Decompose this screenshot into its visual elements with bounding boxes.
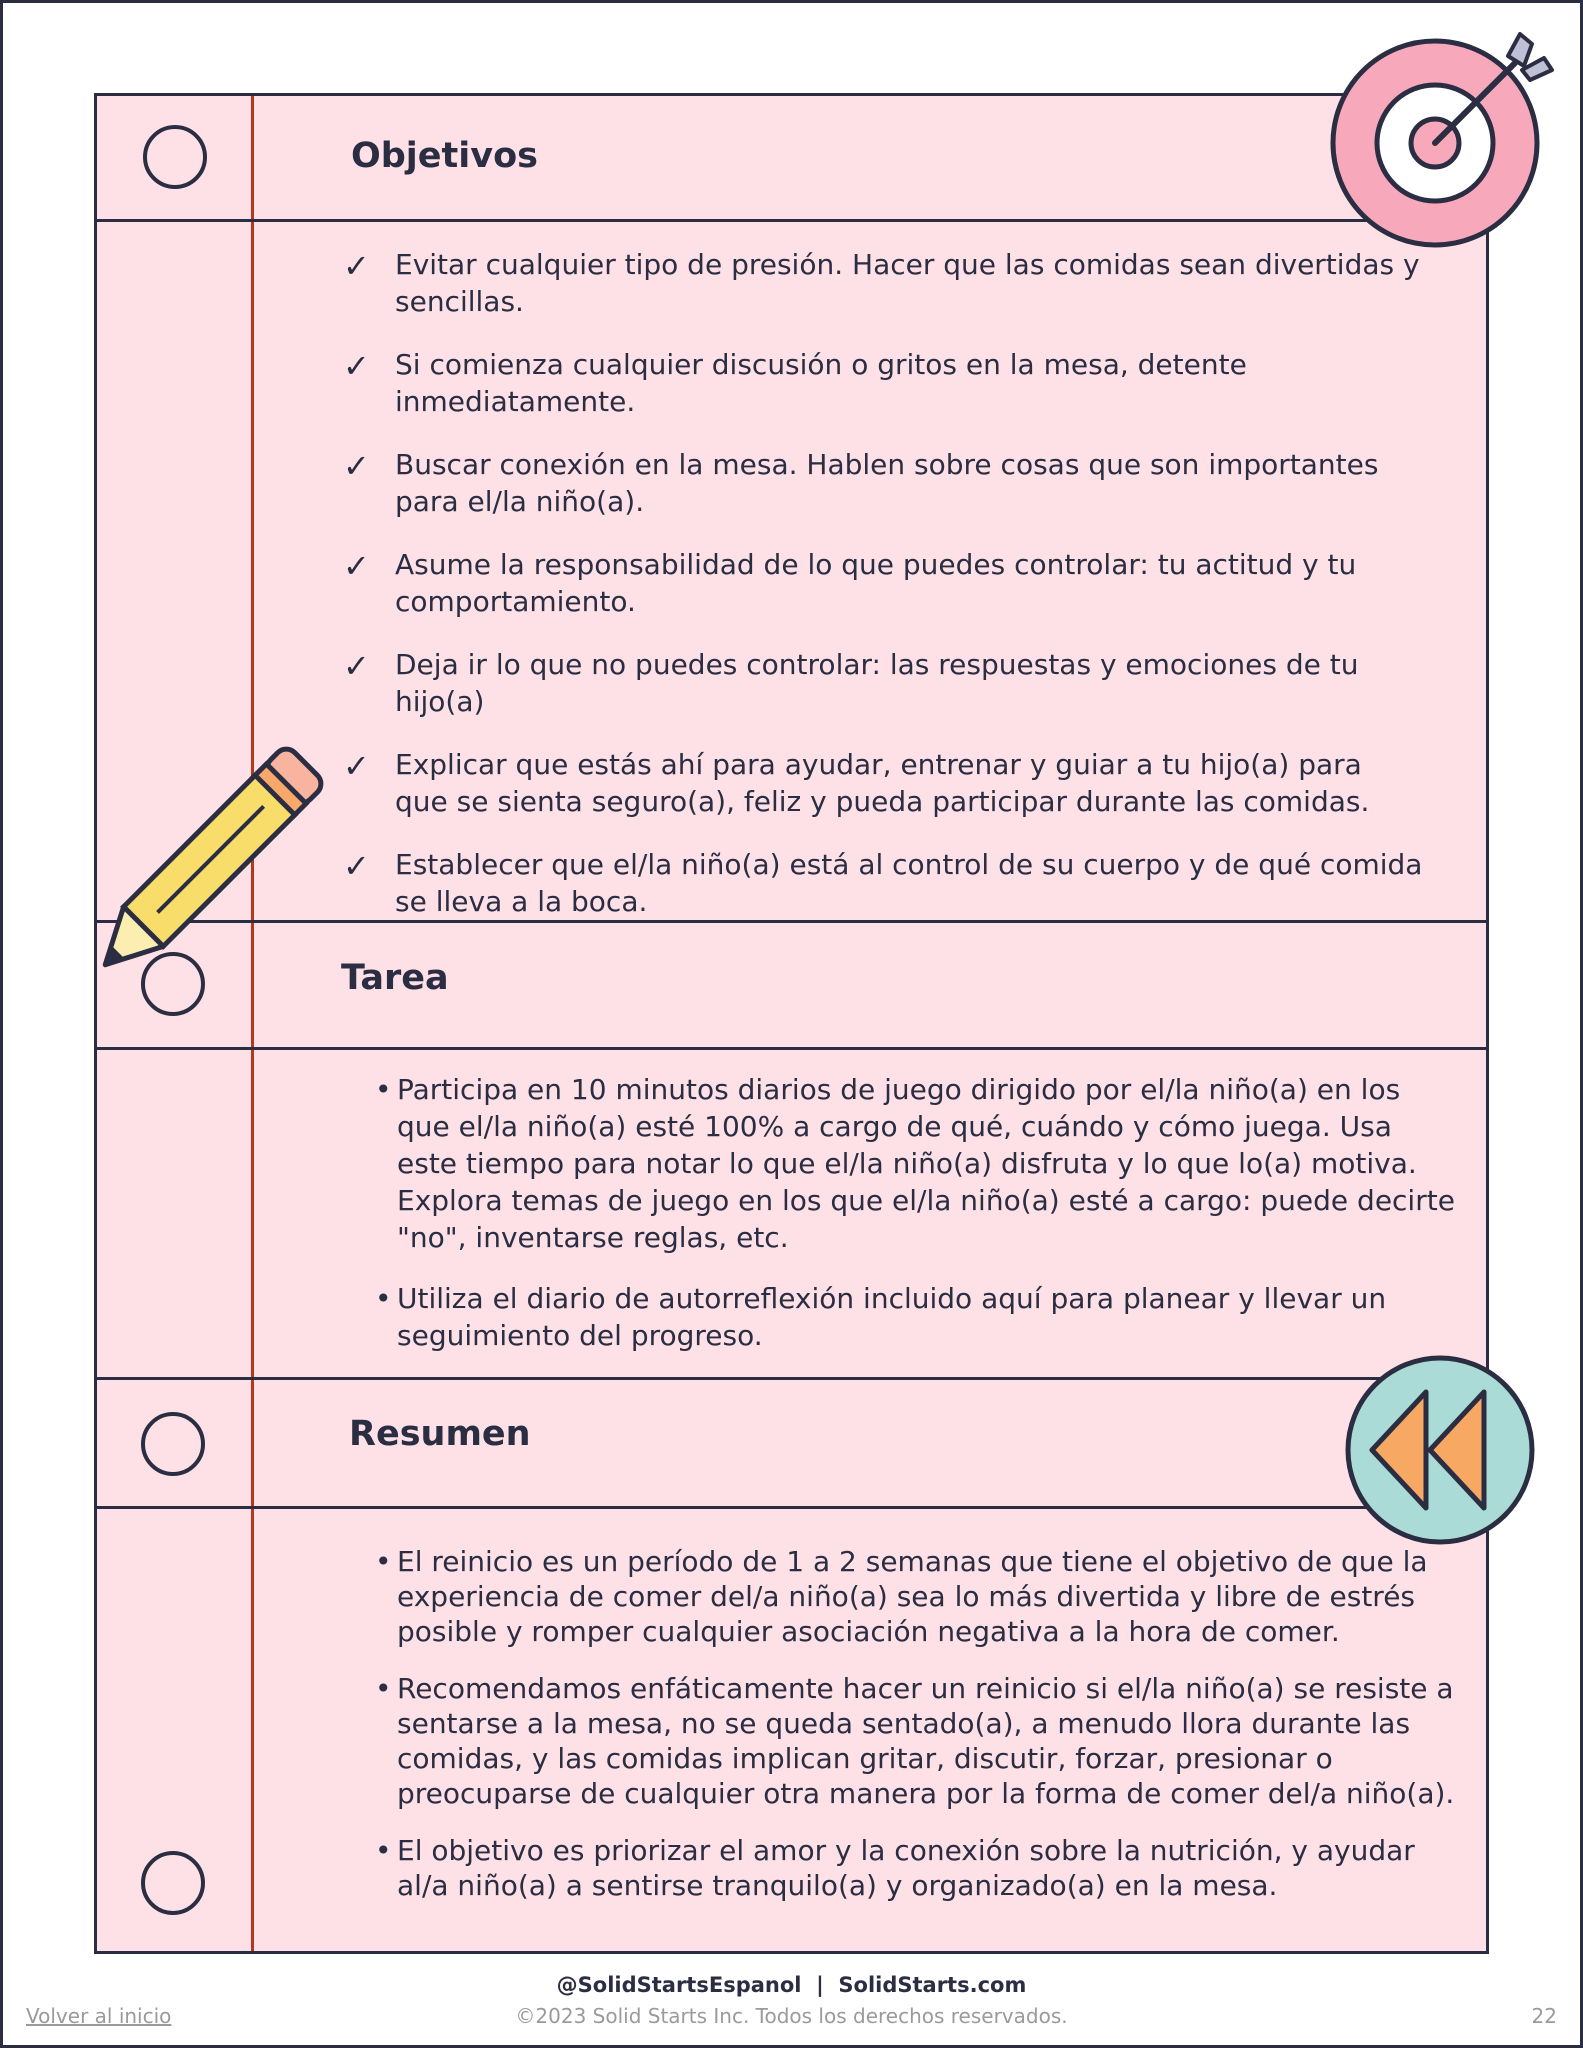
check-icon: ✓	[343, 847, 370, 885]
check-icon: ✓	[343, 547, 370, 585]
pencil-icon	[68, 740, 332, 1000]
divider-resumen-header	[97, 1506, 1486, 1509]
tarea-list	[375, 1071, 1455, 1354]
rewind-icon	[1342, 1352, 1538, 1548]
tarea-item: • Utiliza el diario de autorreflexión incluido aquí para planear y llevar un seguimiento del progreso.	[375, 1282, 1387, 1352]
resumen-item: • El reinicio es un período de 1 a 2 semanas que tiene el objetivo de que la experiencia de comer del/a niño(a) sea lo más divertida y libre de estrés posible y romper cualquier asociación negativa a la hora de comer.	[375, 1545, 1428, 1648]
section-title-resumen: Resumen	[349, 1414, 531, 1454]
binder-hole	[141, 1412, 205, 1476]
check-icon: ✓	[343, 747, 370, 785]
objetivo-item: ✓ Buscar conexión en la mesa. Hablen sobre cosas que son importantes para el/la niño(a).	[343, 447, 1379, 518]
objetivo-item: ✓ Asume la responsabilidad de lo que puedes controlar: tu actitud y tu comportamiento.	[343, 547, 1357, 618]
check-icon: ✓	[343, 447, 370, 485]
target-icon	[1328, 28, 1558, 250]
resumen-item: • El objetivo es priorizar el amor y la conexión sobre la nutrición, y ayudar al/a niño(a) a sentirse tranquilo(a) y organizado(a) en la mesa.	[375, 1834, 1415, 1902]
section-title-objetivos: Objetivos	[351, 136, 538, 176]
footer-copyright: ©2023 Solid Starts Inc. Todos los derechos reservados.	[515, 2004, 1068, 2028]
resumen-list	[375, 1544, 1465, 1903]
binder-hole	[141, 1851, 205, 1915]
divider-objetivos-header	[97, 219, 1486, 222]
divider-resumen-top	[97, 1377, 1486, 1380]
objetivo-item: ✓ Deja ir lo que no puedes controlar: las respuestas y emociones de tu hijo(a)	[343, 647, 1359, 718]
footer-handle: @SolidStartsEspanol | SolidStarts.com	[556, 1973, 1027, 1997]
check-icon: ✓	[343, 347, 370, 385]
objetivo-item: ✓ Explicar que estás ahí para ayudar, entrenar y guiar a tu hijo(a) para que se sienta seguro(a), feliz y pueda participar durante las comidas.	[343, 747, 1370, 818]
page-number: 22	[1531, 2004, 1557, 2028]
margin-line	[251, 96, 254, 1951]
home-link[interactable]: Volver al inicio	[26, 2004, 172, 2028]
objetivo-item: ✓ Evitar cualquier tipo de presión. Hacer que las comidas sean divertidas y sencillas.	[343, 247, 1420, 318]
binder-hole	[143, 125, 207, 189]
section-title-tarea: Tarea	[341, 958, 449, 998]
resumen-item: • Recomendamos enfáticamente hacer un reinicio si el/la niño(a) se resiste a sentarse a la mesa, no se queda sentado(a), a menudo llora durante las comidas, y las comidas implican gritar, discutir, forzar, presionar o preocuparse de cualquier otra manera por la forma de comer del/a niño(a).	[375, 1672, 1455, 1810]
check-icon: ✓	[343, 647, 370, 685]
notebook-page	[94, 93, 1489, 1954]
objetivos-list	[343, 246, 1423, 946]
divider-tarea-header	[97, 1047, 1486, 1050]
check-icon: ✓	[343, 247, 370, 285]
tarea-item: • Participa en 10 minutos diarios de juego dirigido por el/la niño(a) en los que el/la niño(a) esté 100% a cargo de qué, cuándo y cómo juega. Usa este tiempo para notar lo que el/la niño(a) disfruta y lo que lo(a) motiva. Explora temas de juego en los que el/la niño(a) esté a cargo: puede decirte "no", inventarse reglas, etc.	[375, 1073, 1455, 1254]
objetivo-item: ✓ Si comienza cualquier discusión o gritos en la mesa, detente inmediatamente.	[343, 347, 1247, 418]
objetivo-item: ✓ Establecer que el/la niño(a) está al control de su cuerpo y de qué comida se lleva a la boca.	[343, 847, 1423, 918]
